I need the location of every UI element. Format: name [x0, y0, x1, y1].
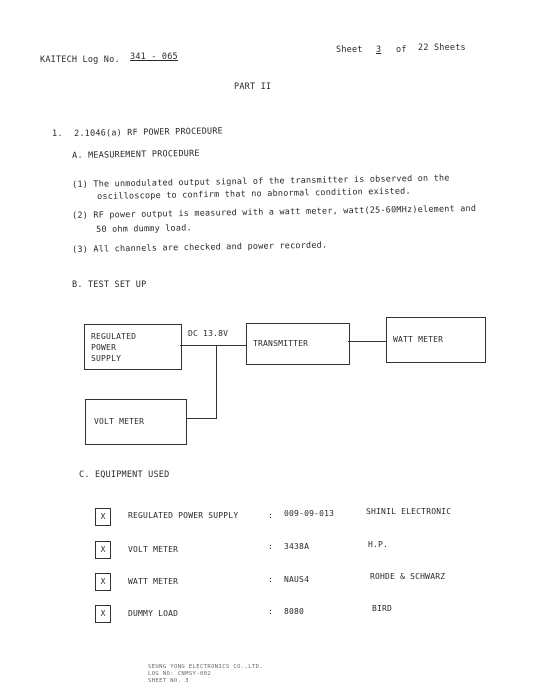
- equipment-name-3: WATT METER: [128, 577, 179, 586]
- equipment-colon-1: :: [268, 511, 274, 520]
- power-supply-label-3: SUPPLY: [91, 354, 122, 363]
- equipment-heading: C. EQUIPMENT USED: [79, 470, 170, 480]
- measurement-item-2-line1: (2) RF power output is measured with a watt meter, watt(25-60MHz)element and: [72, 203, 477, 221]
- volt-meter-label: VOLT METER: [94, 417, 145, 426]
- part-heading: PART II: [234, 82, 272, 92]
- measurement-item-1-line2: oscilloscope to confirm that no abnormal condition existed.: [97, 186, 411, 202]
- section-title: 2.1046(a) RF POWER PROCEDURE: [74, 126, 224, 139]
- equipment-name-1: REGULATED POWER SUPPLY: [128, 511, 239, 520]
- equipment-model-3: NAUS4: [284, 575, 310, 584]
- section-number: 1.: [52, 129, 63, 139]
- transmitter-label: TRANSMITTER: [253, 339, 309, 348]
- power-supply-box: [84, 324, 182, 370]
- equipment-colon-3: :: [268, 575, 274, 584]
- measurement-item-3-line1: (3) All channels are checked and power recorded.: [72, 240, 328, 255]
- volt-vertical-wire: [216, 345, 217, 418]
- equipment-name-2: VOLT METER: [128, 545, 179, 554]
- equipment-model-2: 3438A: [284, 542, 310, 551]
- setup-heading: B. TEST SET UP: [72, 280, 147, 290]
- footer-stamp: [148, 664, 263, 685]
- equipment-model-1: 009-09-013: [284, 509, 335, 518]
- transmitter-box: [246, 323, 350, 365]
- footer-line-1: SEUNG YONG ELECTRONICS CO.,LTD.: [148, 664, 264, 670]
- tx-to-watt-wire: [348, 341, 386, 342]
- equipment-maker-1: SHINIL ELECTRONIC: [366, 507, 452, 516]
- measurement-item-1-line1: (1) The unmodulated output signal of the transmitter is observed on the: [72, 173, 450, 190]
- equipment-model-4: 8080: [284, 607, 305, 616]
- equipment-maker-4: BIRD: [372, 604, 393, 613]
- footer-line-2: LOG NO: CNMSY-002: [148, 671, 212, 677]
- power-supply-label-1: REGULATED: [91, 332, 137, 341]
- psu-to-tx-wire: [180, 345, 247, 346]
- equipment-maker-2: H.P.: [368, 540, 389, 549]
- volt-horizontal-wire: [185, 418, 217, 419]
- equipment-check-3: X: [95, 573, 111, 591]
- volt-meter-box: [85, 399, 187, 445]
- power-supply-label-2: POWER: [91, 343, 117, 352]
- watt-meter-box: [386, 317, 486, 363]
- equipment-maker-3: ROHDE & SCHWARZ: [370, 572, 446, 581]
- footer-line-3: SHEET NO. 3: [148, 678, 189, 684]
- equipment-colon-4: :: [268, 607, 274, 616]
- sheet-label: Sheet: [336, 45, 363, 55]
- log-number: 341 - 065: [130, 52, 178, 62]
- equipment-check-4: X: [95, 605, 111, 623]
- sheet-of: of: [396, 45, 407, 55]
- measurement-item-2-line2: 50 ohm dummy load.: [96, 223, 192, 235]
- sheet-total: 22 Sheets: [418, 43, 466, 53]
- watt-meter-label: WATT METER: [393, 335, 444, 344]
- equipment-check-2: X: [95, 541, 111, 559]
- measurement-heading: A. MEASUREMENT PROCEDURE: [72, 148, 200, 161]
- dc-voltage-label: DC 13.8V: [188, 329, 229, 338]
- equipment-check-1: X: [95, 508, 111, 526]
- equipment-name-4: DUMMY LOAD: [128, 609, 179, 618]
- sheet-number: 3: [376, 45, 382, 55]
- log-label: KAITECH Log No.: [40, 55, 120, 65]
- equipment-colon-2: :: [268, 542, 274, 551]
